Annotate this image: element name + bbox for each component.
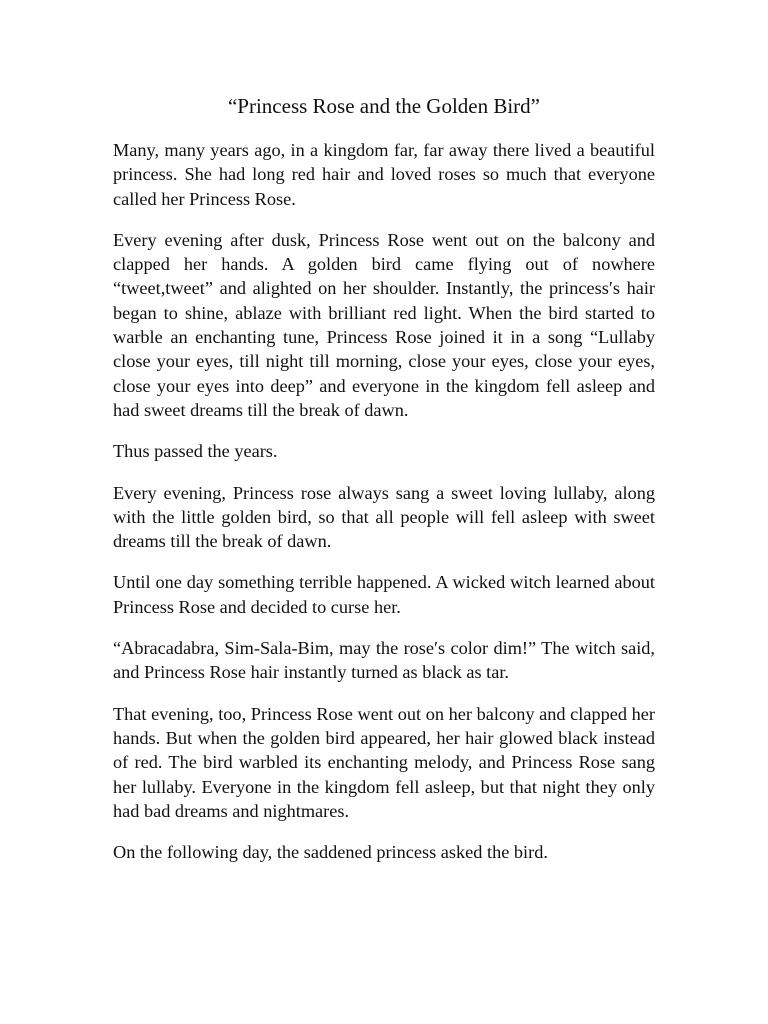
paragraph-2: Every evening after dusk, Princess Rose went out on the balcony and clapped her hands. A golden bird came flying out of nowhere “tweet,tweet” and alighted on her shoulder. Instantly, the princess′s hair began to shine, ablaze with brilliant red light. When the bird started to warble an enchanting tune, Princess Rose joined it in a song “Lullaby close your eyes, till night till morning, close your eyes, close your eyes, close your eyes into deep” and everyone in the kingdom fell asleep and had sweet dreams till the break of dawn. bbox=[113, 229, 655, 420]
paragraph-6: “Abracadabra, Sim-Sala-Bim, may the rose′s color dim!” The witch said, and Princess Rose hair instantly turned as black as tar. bbox=[113, 638, 655, 683]
document-body bbox=[113, 138, 655, 881]
paragraph-7: That evening, too, Princess Rose went out on her balcony and clapped her hands. But when the golden bird appeared, her hair glowed black instead of red. The bird warbled its enchanting melody, and Princess Rose sang her lullaby. Everyone in the kingdom fell asleep, but that night they only had bad dreams and nightmares. bbox=[113, 703, 655, 821]
paragraph-1: Many, many years ago, in a kingdom far, far away there lived a beautiful princess. She had long red hair and loved roses so much that everyone called her Princess Rose. bbox=[113, 140, 655, 209]
paragraph-8: On the following day, the saddened princess asked the bird. bbox=[113, 842, 548, 863]
document-title: “Princess Rose and the Golden Bird” bbox=[227, 94, 541, 118]
paragraph-5: Until one day something terrible happened. A wicked witch learned about Princess Rose and decided to curse her. bbox=[113, 572, 655, 617]
paragraph-4: Every evening, Princess rose always sang a sweet loving lullaby, along with the little golden bird, so that all people will fell asleep with sweet dreams till the break of dawn. bbox=[113, 482, 655, 552]
paragraph-3: Thus passed the years. bbox=[113, 441, 278, 462]
